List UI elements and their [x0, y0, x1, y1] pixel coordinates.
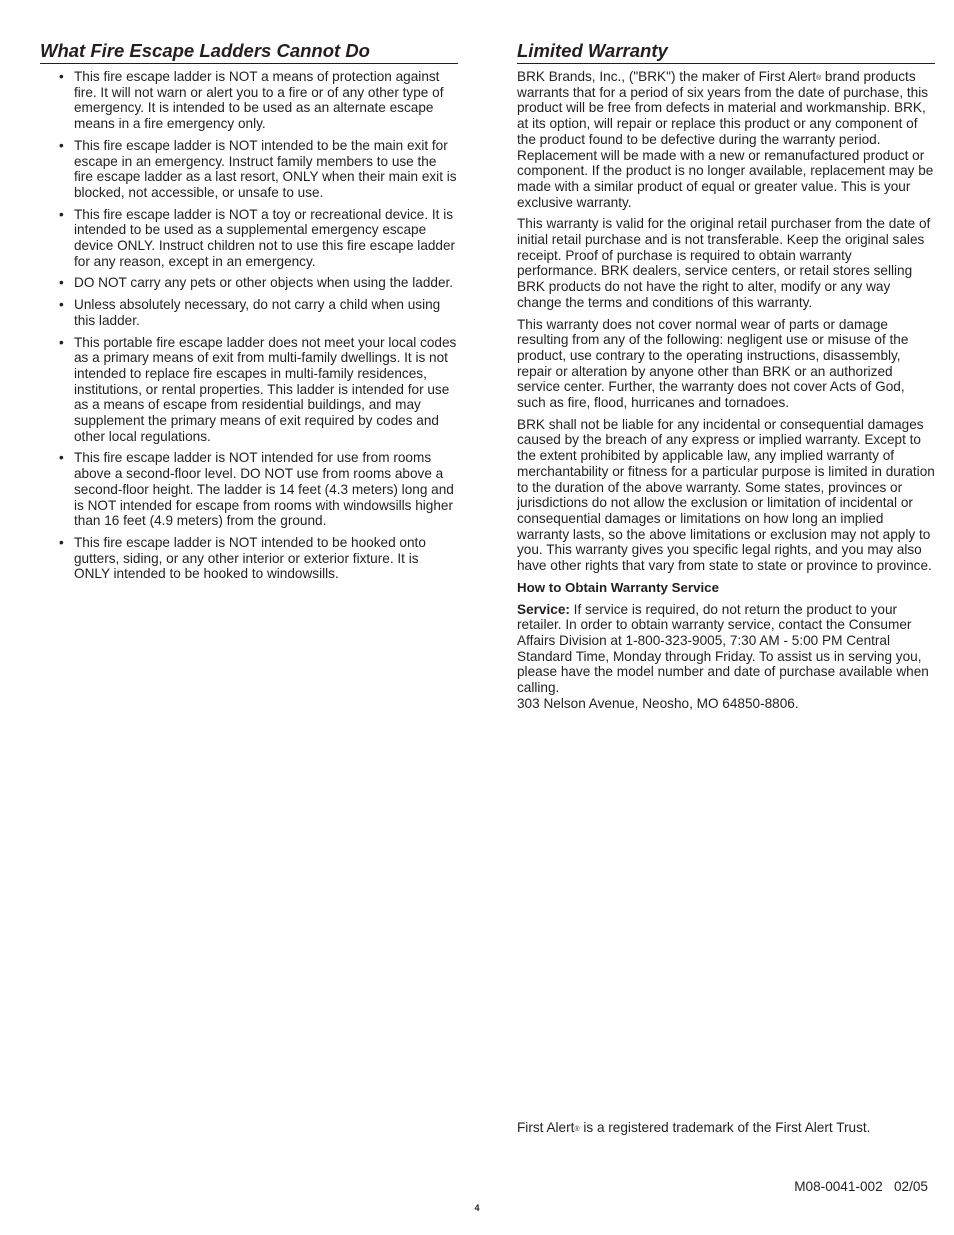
warranty-paragraph-1 — [517, 69, 935, 210]
paragraph-text: BRK Brands, Inc., ("BRK") the maker of First Alert — [517, 69, 816, 84]
trademark-notice — [517, 1120, 870, 1136]
page-number: 4 — [474, 1203, 480, 1213]
service-label: Service: — [517, 601, 570, 617]
section-heading-limitations: What Fire Escape Ladders Cannot Do — [40, 40, 458, 64]
service-text: If service is required, do not return the product to your retailer. In order to obtain warranty service, contact the Consumer Affairs Division at 1-800-323-9005, 7:30 AM - 5:00 PM Central Standard Time, Monday through Friday. To assist us in serving you, please have the model number and date of purchase available when calling. — [517, 601, 929, 696]
list-item: • This fire escape ladder is NOT a means of protection against fire. It will not warn or alert you to a fire or of any other type of emergency. It is intended to be used as an alternate escape means in a fire emergency only. — [40, 69, 458, 132]
document-number: M08-0041-002 02/05 — [794, 1179, 928, 1194]
warranty-paragraph-2: This warranty is valid for the original retail purchaser from the date of initial retail purchase and is not transferable. Keep the original sales receipt. Proof of purchase is required to obtain warranty performance. BRK dealers, service centers, or retail stores selling BRK products do not have the right to alter, modify or any way change the terms and conditions of this warranty. — [517, 216, 931, 310]
list-item: • This portable fire escape ladder does not meet your local codes as a primary means of exit from multi-family dwellings. It is not intended to replace fire escapes in multi-family residences, institutions, or rental properties. This ladder is intended for use as a means of escape from residential buildings, and may supplement the primary means of exit required by codes and other local regulations. — [40, 335, 458, 445]
right-column — [517, 40, 935, 717]
warranty-paragraph-4: BRK shall not be liable for any incidental or consequential damages caused by the breach of any express or implied warranty. Except to the extent prohibited by applicable law, any implied warranty of merchantability or fitness for a particular purpose is limited in duration to the duration of the above warranty. Some states, provinces or jurisdictions do not allow the exclusion or limitation of incidental or consequential damages or limitations on how long an implied warranty lasts, so the above limitations or exclusion may not apply to you. This warranty gives you specific legal rights, and you may also have other rights that vary from state to state or province to province. — [517, 416, 935, 574]
list-item: • Unless absolutely necessary, do not carry a child when using this ladder. — [40, 297, 458, 328]
section-heading-warranty: Limited Warranty — [517, 40, 935, 64]
left-column — [40, 40, 458, 588]
limitations-list — [40, 69, 458, 582]
list-item: • This fire escape ladder is NOT a toy or recreational device. It is intended to be used as a supplemental emergency escape device ONLY. Instruct children not to use this fire escape ladder for any reason, except in an emergency. — [40, 207, 458, 270]
trademark-text: First Alert — [517, 1120, 575, 1135]
list-item: • This fire escape ladder is NOT intended to be hooked onto gutters, siding, or any other interior or exterior fixture. It is ONLY intended to be hooked to windowsills. — [40, 535, 458, 582]
list-item: • This fire escape ladder is NOT intended for use from rooms above a second-floor level. DO NOT use from rooms above a second-floor height. The ladder is 14 feet (4.3 meters) long and is NOT intended for escape from rooms with windowsills higher than 16 feet (4.9 meters) from the ground. — [40, 450, 458, 529]
registered-mark: ® — [574, 1126, 580, 1133]
service-paragraph — [517, 602, 935, 712]
trademark-text: is a registered trademark of the First Alert Trust. — [579, 1120, 871, 1135]
warranty-service-subheading: How to Obtain Warranty Service — [517, 579, 719, 595]
warranty-paragraph-3: This warranty does not cover normal wear of parts or damage resulting from any of the following: negligent use or misuse of the product, use contrary to the operating instructions, disassembly, repair or alteration by anyone other than BRK or an authorized service center. Further, the warranty does not cover Acts of God, such as fire, flood, hurricanes and tornadoes. — [517, 316, 909, 411]
paragraph-text: brand products warrants that for a period of six years from the date of purchase, this product will be free from defects in material and workmanship. BRK, at its option, will repair or replace this product or any component of the product found to be defective during the warranty period. Replacement will be made with a new or remanufactured product or component. If the product is no longer available, replacement may be made with a similar product of equal or greater value. This is your exclusive warranty. — [517, 69, 934, 210]
list-item: • This fire escape ladder is NOT intended to be the main exit for escape in an emergency. Instruct family members to use the fire escape ladder as a last resort, ONLY when their main exit is blocked, not accessible, or unsafe to use. — [40, 138, 458, 201]
registered-mark: ® — [815, 75, 822, 82]
mailing-address: 303 Nelson Avenue, Neosho, MO 64850-8806. — [517, 695, 799, 711]
list-item: • DO NOT carry any pets or other objects when using the ladder. — [40, 275, 458, 291]
